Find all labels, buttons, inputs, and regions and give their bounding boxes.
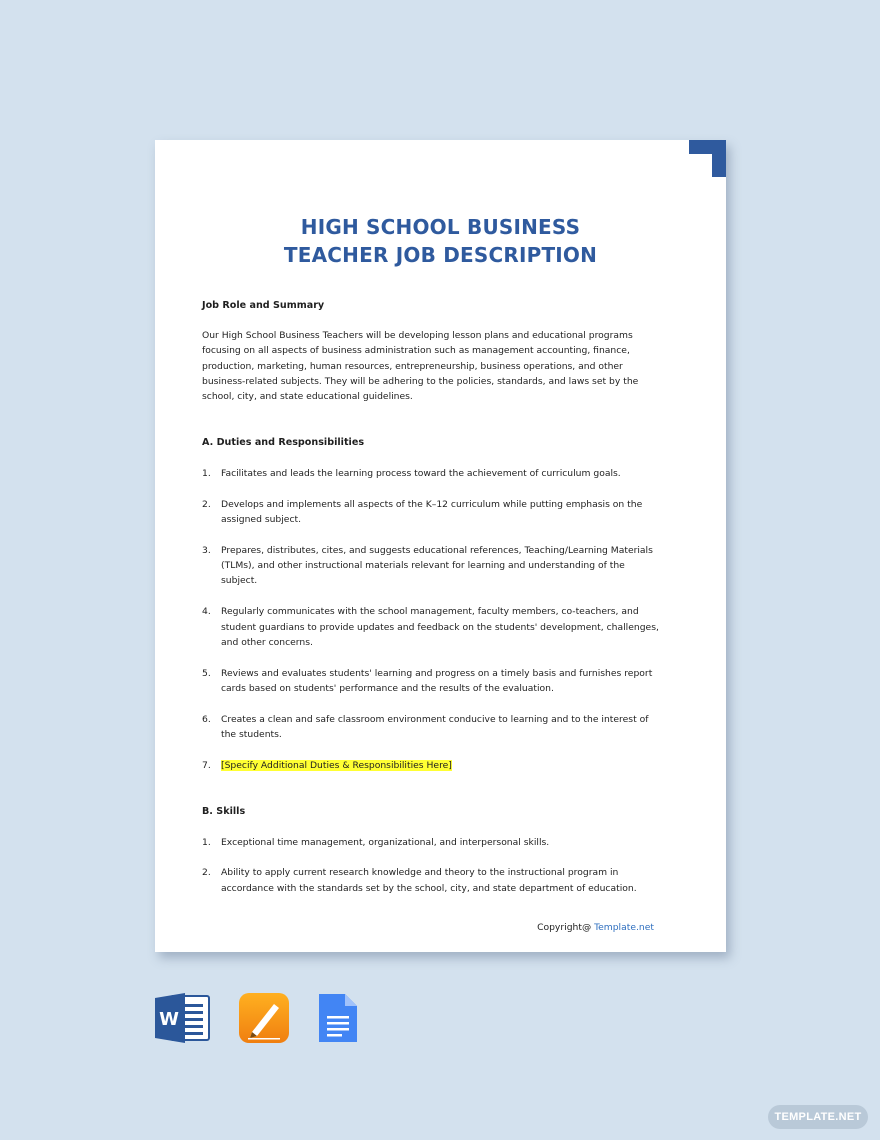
item-text: Ability to apply current research knowledge and theory to the instructional program in accordance with the standards set by the school, city, and state department of education. (221, 867, 637, 894)
item-text: Exceptional time management, organizational, and interpersonal skills. (221, 836, 550, 848)
title-line-1: HIGH SCHOOL BUSINESS (300, 215, 581, 239)
copyright-label: Copyright@ (537, 922, 592, 933)
item-text: Creates a clean and safe classroom environment conducive to learning and to the interest of the students. (221, 713, 649, 741)
summary-paragraph: Our High School Business Teachers will be developing lesson plans and educational programs focusing on all aspects of business administration such as management accounting, finance, production, marketing, human resources, entrepreneurship, business operations, and other business-related subjects. They will be adhering to the policies, standards, and laws set by the school, city, and state educational guidelines. (202, 330, 639, 403)
list-item (202, 604, 662, 650)
skills-list (202, 835, 662, 896)
word-icon[interactable] (155, 992, 211, 1049)
document-title (155, 213, 726, 269)
pages-icon[interactable] (238, 992, 290, 1049)
list-item (202, 543, 662, 589)
title-line-2: TEACHER JOB DESCRIPTION (283, 243, 598, 267)
document-body (202, 298, 662, 896)
item-text: Regularly communicates with the school management, faculty members, co-teachers, and student guardians to provide updates and feedback on the students' development, challenges, and other concerns. (221, 606, 659, 648)
list-item (202, 712, 662, 743)
item-number: 1. (202, 467, 211, 479)
item-number: 4. (202, 606, 211, 618)
item-number: 2. (202, 498, 211, 510)
list-item (202, 865, 662, 896)
skills-heading: B. Skills (202, 806, 246, 818)
item-number: 6. (202, 713, 211, 725)
list-item (202, 835, 662, 850)
item-text: Facilitates and leads the learning process toward the achievement of curriculum goals. (221, 467, 621, 479)
list-item (202, 758, 662, 773)
list-item (202, 497, 662, 528)
corner-accent (712, 140, 726, 177)
document-page (155, 140, 726, 952)
duties-list (202, 466, 662, 773)
placeholder-item-text (221, 758, 662, 773)
svg-text:W: W (159, 1009, 179, 1030)
duties-heading: A. Duties and Responsibilities (202, 437, 365, 449)
item-number: 7. (202, 759, 211, 771)
item-number: 2. (202, 867, 211, 879)
template-net-badge[interactable]: TEMPLATE.NET (768, 1105, 868, 1129)
copyright-link[interactable]: Template.net (594, 922, 654, 933)
item-text: Prepares, distributes, cites, and suggests educational references, Teaching/Learning Materials (TLMs), and other instructional materials relevant for learning and understanding of the subject. (221, 544, 653, 587)
item-number: 3. (202, 544, 211, 556)
google-docs-icon[interactable] (317, 992, 359, 1049)
highlighted-placeholder: [Specify Additional Duties & Responsibilities Here] (221, 759, 452, 771)
item-text: Develops and implements all aspects of the K–12 curriculum while putting emphasis on the assigned subject. (221, 498, 643, 526)
list-item (202, 666, 662, 697)
item-number: 5. (202, 667, 211, 679)
copyright-notice (537, 922, 654, 933)
item-text: Reviews and evaluates students' learning and progress on a timely basis and furnishes report cards based on students' performance and the results of the evaluation. (221, 667, 653, 694)
item-number: 1. (202, 836, 211, 848)
summary-heading: Job Role and Summary (202, 300, 325, 311)
list-item (202, 466, 662, 481)
